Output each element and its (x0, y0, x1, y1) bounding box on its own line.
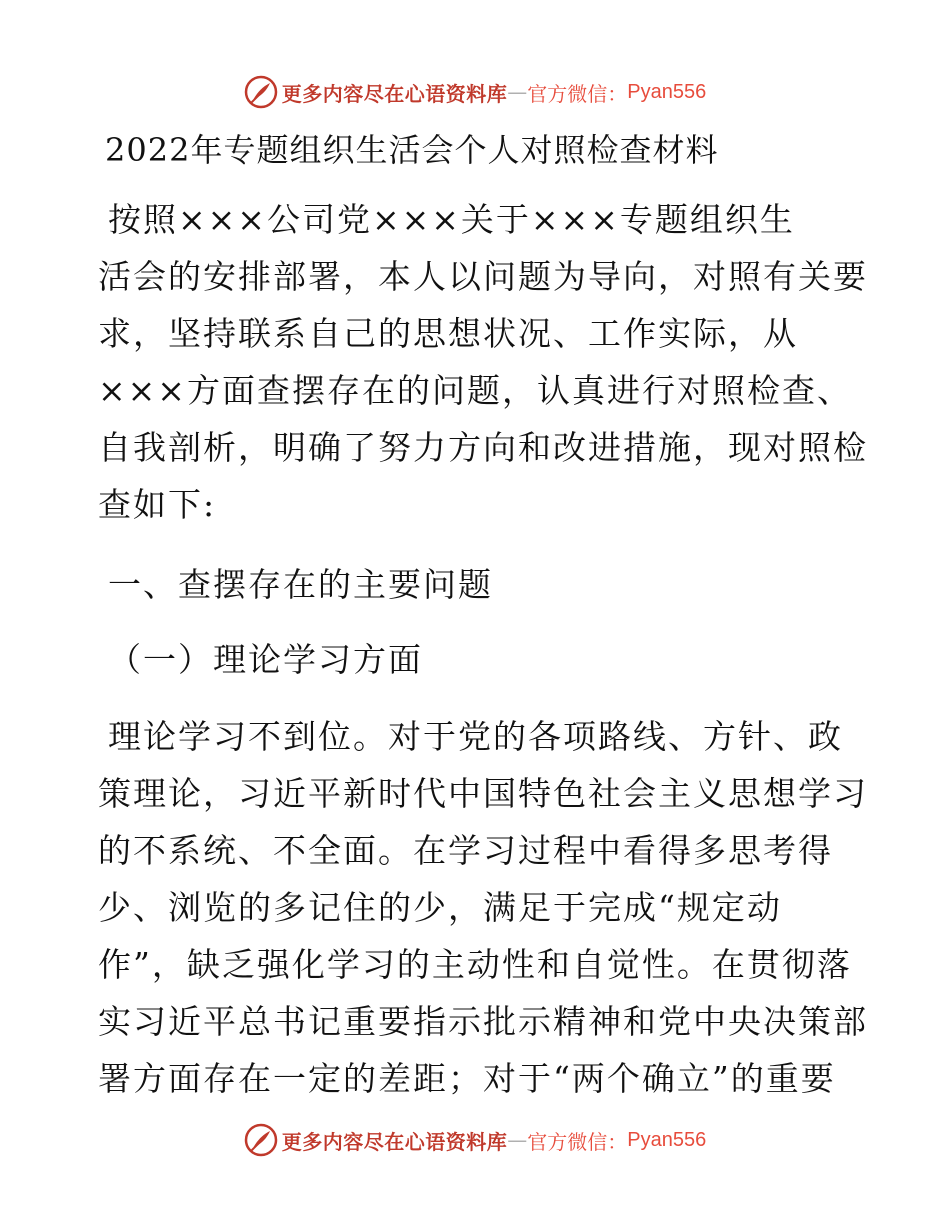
watermark-wechat-label: 官方微信： (527, 1129, 628, 1154)
feather-pen-logo-icon (244, 1123, 278, 1157)
watermark-brand-text: 更多内容尽在心语资料库 (281, 1129, 508, 1154)
watermark-separator: — (507, 80, 528, 104)
body-line: 作”，缺乏强化学习的主动性和自觉性。在贯彻落 (98, 945, 852, 984)
intro-line: 活会的安排部署，本人以问题为导向，对照有关要 (98, 257, 868, 296)
intro-line: ×××方面查摆存在的问题，认真进行对照检查、 (98, 371, 852, 410)
watermark-wechat-id: Pyan556 (627, 1128, 707, 1151)
body-line: 的不系统、不全面。在学习过程中看得多思考得 (98, 831, 833, 870)
watermark-wechat-id: Pyan556 (627, 80, 707, 103)
body-line: 署方面存在一定的差距；对于“两个确立”的重要 (98, 1059, 836, 1098)
body-line: 少、浏览的多记住的少，满足于完成“规定动 (98, 888, 782, 927)
intro-line: 查如下: (98, 485, 217, 524)
body-line: 理论学习不到位。对于党的各项路线、方针、政 (108, 717, 843, 756)
watermark-separator: — (507, 1128, 528, 1152)
body-line: 策理论，习近平新时代中国特色社会主义思想学习 (98, 774, 868, 813)
document-title: 2022年专题组织生活会个人对照检查材料 (105, 131, 719, 169)
intro-line: 求，坚持联系自己的思想状况、工作实际，从 (98, 314, 798, 353)
watermark-wechat-label: 官方微信： (527, 81, 628, 106)
watermark-banner-top (0, 72, 950, 112)
body-line: 实习近平总书记重要指示批示精神和党中央决策部 (98, 1002, 868, 1041)
watermark-banner-bottom (0, 1120, 950, 1160)
intro-line: 按照×××公司党×××关于×××专题组织生 (108, 200, 795, 239)
section-heading: 一、查摆存在的主要问题 (108, 565, 493, 604)
feather-pen-logo-icon (244, 75, 278, 109)
watermark-brand-text: 更多内容尽在心语资料库 (281, 81, 508, 106)
subsection-heading: （一）理论学习方面 (108, 640, 423, 679)
intro-line: 自我剖析，明确了努力方向和改进措施，现对照检 (98, 428, 868, 467)
